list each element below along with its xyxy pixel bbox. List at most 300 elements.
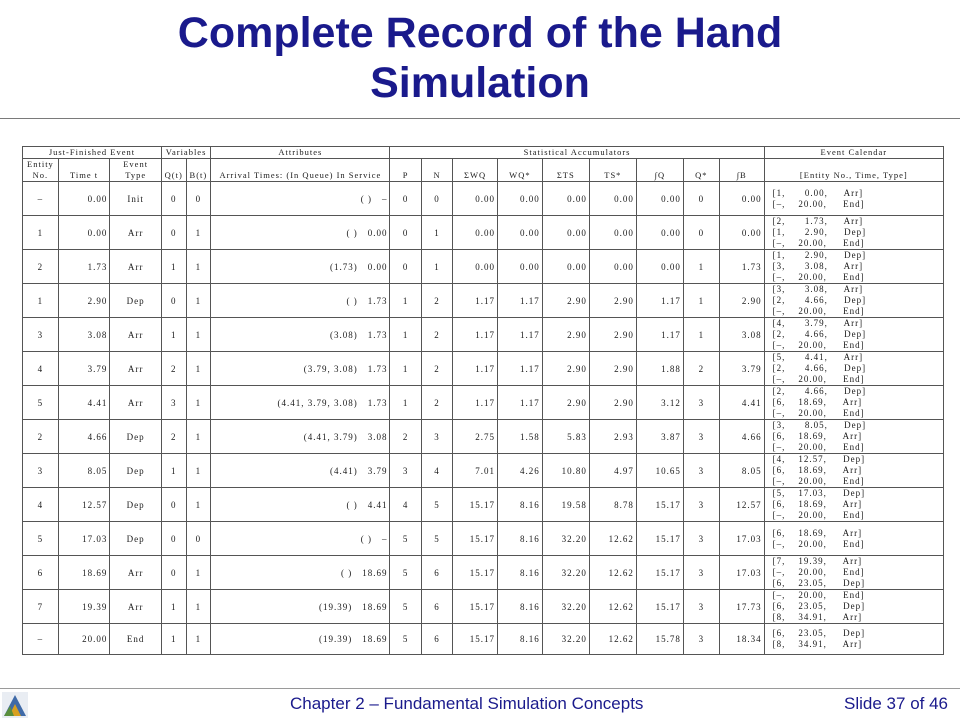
- calendar-entry: [1, 2.90, Dep]: [772, 227, 867, 237]
- cell-int-b: 8.05: [719, 454, 764, 488]
- cell-n: 3: [421, 420, 452, 454]
- cell-event-calendar: [764, 352, 943, 386]
- cell-int-b: 0.00: [719, 182, 764, 216]
- cell-entity: 3: [23, 454, 59, 488]
- cell-in-service: 18.69: [362, 634, 388, 644]
- col-type: Event Type: [110, 159, 162, 182]
- calendar-entry: [6, 18.69, Arr]: [772, 397, 863, 407]
- cell-q-max: 0: [683, 216, 719, 250]
- cell-int-q: 0.00: [636, 182, 683, 216]
- cell-q-max: 1: [683, 318, 719, 352]
- calendar-entry: [8, 34.91, Arr]: [772, 612, 863, 622]
- cell-entity: 2: [23, 420, 59, 454]
- calendar-entry: [4, 12.57, Dep]: [772, 454, 866, 464]
- table-row: [23, 488, 944, 522]
- cell-int-b: 3.08: [719, 318, 764, 352]
- cell-b: 1: [186, 352, 211, 386]
- table-row: [23, 386, 944, 420]
- cell-sum-ts: 10.80: [542, 454, 589, 488]
- slide-title-line-2: Simulation: [370, 59, 590, 107]
- cell-sum-wq: 0.00: [453, 182, 498, 216]
- cell-wq-max: 8.16: [497, 590, 542, 624]
- cell-b: 1: [186, 624, 211, 655]
- cell-ts-max: 2.90: [589, 386, 636, 420]
- table-row: [23, 454, 944, 488]
- cell-q-max: 3: [683, 420, 719, 454]
- group-header-event: Just-Finished Event: [23, 147, 162, 159]
- cell-int-b: 18.34: [719, 624, 764, 655]
- calendar-entry: [1, 0.00, Arr]: [772, 187, 864, 198]
- col-q: Q(t): [161, 159, 186, 182]
- cell-q: 0: [161, 284, 186, 318]
- cell-time: 19.39: [58, 590, 110, 624]
- cell-ts-max: 4.97: [589, 454, 636, 488]
- cell-wq-max: 0.00: [497, 182, 542, 216]
- cell-in-service: 1.73: [367, 329, 388, 340]
- cell-int-q: 15.17: [636, 488, 683, 522]
- cell-q: 3: [161, 386, 186, 420]
- cell-arrival-times: [211, 250, 390, 284]
- cell-q-max: 3: [683, 386, 719, 420]
- group-header-accumulators: Statistical Accumulators: [390, 147, 764, 159]
- cell-p: 0: [390, 182, 421, 216]
- table-body: [23, 182, 944, 655]
- cell-event-type: Dep: [110, 420, 162, 454]
- calendar-entry: [–, 20.00, End]: [772, 567, 865, 577]
- table-row: [23, 420, 944, 454]
- cell-arrival-times: [211, 454, 390, 488]
- cell-sum-ts: 2.90: [542, 284, 589, 318]
- cell-p: 1: [390, 386, 421, 420]
- cell-n: 1: [421, 250, 452, 284]
- cell-p: 2: [390, 420, 421, 454]
- footer-page-number: Slide 37 of 46: [844, 694, 948, 713]
- cell-n: 1: [421, 216, 452, 250]
- cell-event-type: Arr: [110, 590, 162, 624]
- cell-arrival-times: [211, 488, 390, 522]
- cell-wq-max: 1.58: [497, 420, 542, 454]
- cell-event-calendar: [764, 216, 943, 250]
- cell-sum-wq: 15.17: [453, 522, 498, 556]
- cell-ts-max: 0.00: [589, 250, 636, 284]
- cell-q-max: 1: [683, 250, 719, 284]
- cell-sum-ts: 5.83: [542, 420, 589, 454]
- cell-b: 1: [186, 488, 211, 522]
- cell-n: 6: [421, 590, 452, 624]
- cell-arrival-times: [211, 556, 390, 590]
- cell-time: 1.73: [58, 250, 110, 284]
- col-event-calendar: [Entity No., Time, Type]: [764, 159, 943, 182]
- cell-entity: 1: [23, 284, 59, 318]
- cell-q: 2: [161, 352, 186, 386]
- cell-int-q: 3.12: [636, 386, 683, 420]
- cell-time: 3.79: [58, 352, 110, 386]
- cell-p: 1: [390, 352, 421, 386]
- cell-int-q: 3.87: [636, 420, 683, 454]
- cell-q: 1: [161, 318, 186, 352]
- cell-arrival-times: [211, 624, 390, 655]
- cell-q-max: 3: [683, 488, 719, 522]
- cell-int-q: 0.00: [636, 216, 683, 250]
- cell-in-service: 1.73: [367, 363, 388, 374]
- cell-b: 1: [186, 284, 211, 318]
- calendar-entry: [–, 20.00, End]: [772, 538, 865, 549]
- cell-int-b: 17.03: [719, 556, 764, 590]
- cell-p: 3: [390, 454, 421, 488]
- cell-sum-ts: 2.90: [542, 352, 589, 386]
- cell-time: 2.90: [58, 284, 110, 318]
- cell-arrival-times: [211, 590, 390, 624]
- cell-event-calendar: [764, 590, 943, 624]
- cell-sum-wq: 0.00: [453, 216, 498, 250]
- cell-b: 0: [186, 182, 211, 216]
- cell-event-calendar: [764, 522, 943, 556]
- calendar-entry: [3, 3.08, Arr]: [772, 284, 864, 294]
- cell-p: 1: [390, 318, 421, 352]
- calendar-entry: [–, 20.00, End]: [772, 510, 865, 520]
- cell-sum-wq: 15.17: [453, 556, 498, 590]
- cell-q: 0: [161, 216, 186, 250]
- cell-wq-max: 1.17: [497, 352, 542, 386]
- cell-n: 6: [421, 624, 452, 655]
- cell-n: 2: [421, 352, 452, 386]
- col-arrival-times: Arrival Times: (In Queue) In Service: [211, 159, 390, 182]
- col-q-max: Q*: [683, 159, 719, 182]
- cell-in-queue: ( ): [340, 567, 353, 578]
- cell-q: 1: [161, 624, 186, 655]
- cell-event-calendar: [764, 488, 943, 522]
- cell-event-type: End: [110, 624, 162, 655]
- cell-ts-max: 2.90: [589, 284, 636, 318]
- cell-event-calendar: [764, 386, 943, 420]
- cell-int-b: 17.03: [719, 522, 764, 556]
- cell-in-queue: ( ): [346, 499, 358, 510]
- cell-int-b: 1.73: [719, 250, 764, 284]
- cell-time: 3.08: [58, 318, 110, 352]
- cell-sum-wq: 15.17: [453, 488, 498, 522]
- cell-sum-ts: 0.00: [542, 182, 589, 216]
- cell-p: 5: [390, 556, 421, 590]
- cell-in-queue: (1.73): [329, 261, 358, 272]
- calendar-entry: [7, 19.39, Arr]: [772, 556, 863, 566]
- cell-ts-max: 2.90: [589, 352, 636, 386]
- cell-arrival-times: [211, 182, 390, 216]
- cell-p: 4: [390, 488, 421, 522]
- table-row: [23, 556, 944, 590]
- hand-simulation-record: [22, 146, 944, 655]
- col-sum-wq: ΣWQ: [453, 159, 498, 182]
- cell-int-q: 1.17: [636, 318, 683, 352]
- cell-b: 1: [186, 454, 211, 488]
- cell-event-type: Arr: [110, 556, 162, 590]
- cell-int-b: 2.90: [719, 284, 764, 318]
- cell-ts-max: 2.93: [589, 420, 636, 454]
- cell-q: 1: [161, 590, 186, 624]
- cell-entity: –: [23, 624, 59, 655]
- cell-event-calendar: [764, 284, 943, 318]
- calendar-entry: [4, 3.79, Arr]: [772, 318, 864, 328]
- cell-event-type: Arr: [110, 318, 162, 352]
- calendar-entry: [2, 1.73, Arr]: [772, 216, 864, 226]
- simulation-table: [22, 146, 944, 655]
- cell-wq-max: 4.26: [497, 454, 542, 488]
- cell-b: 1: [186, 556, 211, 590]
- cell-in-queue: (4.41): [329, 465, 358, 476]
- cell-q-max: 3: [683, 624, 719, 655]
- cell-event-calendar: [764, 420, 943, 454]
- cell-in-service: –: [381, 193, 388, 204]
- cell-q-max: 3: [683, 454, 719, 488]
- col-wq-max: WQ*: [497, 159, 542, 182]
- cell-n: 2: [421, 386, 452, 420]
- cell-event-calendar: [764, 624, 943, 655]
- table-row: [23, 250, 944, 284]
- cell-q: 0: [161, 556, 186, 590]
- cell-time: 4.41: [58, 386, 110, 420]
- cell-time: 8.05: [58, 454, 110, 488]
- cell-sum-ts: 2.90: [542, 318, 589, 352]
- cell-time: 17.03: [58, 522, 110, 556]
- cell-sum-wq: 2.75: [453, 420, 498, 454]
- cell-q-max: 3: [683, 590, 719, 624]
- cell-n: 6: [421, 556, 452, 590]
- cell-in-service: 0.00: [367, 227, 388, 238]
- group-header-calendar: Event Calendar: [764, 147, 943, 159]
- cell-sum-ts: 32.20: [542, 556, 589, 590]
- cell-wq-max: 1.17: [497, 284, 542, 318]
- cell-p: 5: [390, 522, 421, 556]
- cell-entity: 4: [23, 352, 59, 386]
- footer-divider: [0, 688, 960, 689]
- cell-q-max: 3: [683, 556, 719, 590]
- cell-time: 0.00: [58, 216, 110, 250]
- cell-entity: –: [23, 182, 59, 216]
- cell-p: 5: [390, 624, 421, 655]
- cell-p: 0: [390, 250, 421, 284]
- cell-entity: 6: [23, 556, 59, 590]
- cell-entity: 1: [23, 216, 59, 250]
- cell-n: 0: [421, 182, 452, 216]
- cell-ts-max: 0.00: [589, 216, 636, 250]
- calendar-entry: [6, 23.05, Dep]: [772, 578, 866, 588]
- cell-in-queue: (4.41, 3.79, 3.08): [277, 397, 358, 408]
- calendar-entry: [6, 18.69, Arr]: [772, 431, 863, 441]
- col-int-q: ∫Q: [636, 159, 683, 182]
- cell-event-calendar: [764, 318, 943, 352]
- cell-event-type: Dep: [110, 284, 162, 318]
- cell-sum-ts: 0.00: [542, 216, 589, 250]
- cell-in-queue: (19.39): [318, 634, 353, 644]
- cell-arrival-times: [211, 522, 390, 556]
- cell-sum-wq: 1.17: [453, 318, 498, 352]
- cell-sum-wq: 0.00: [453, 250, 498, 284]
- cell-time: 4.66: [58, 420, 110, 454]
- cell-wq-max: 8.16: [497, 624, 542, 655]
- cell-in-service: 1.73: [367, 295, 388, 306]
- cell-time: 18.69: [58, 556, 110, 590]
- calendar-entry: [5, 17.03, Dep]: [772, 488, 866, 498]
- col-p: P: [390, 159, 421, 182]
- table-row: [23, 590, 944, 624]
- cell-ts-max: 2.90: [589, 318, 636, 352]
- cell-n: 5: [421, 522, 452, 556]
- cell-time: 20.00: [58, 624, 110, 655]
- calendar-entry: [–, 20.00, End]: [772, 408, 865, 418]
- col-ts-max: TS*: [589, 159, 636, 182]
- calendar-entry: [6, 18.69, Arr]: [772, 499, 863, 509]
- calendar-entry: [2, 4.66, Dep]: [772, 329, 867, 339]
- cell-entity: 2: [23, 250, 59, 284]
- cell-in-queue: (3.79, 3.08): [303, 363, 358, 374]
- cell-ts-max: 12.62: [589, 624, 636, 655]
- cell-b: 1: [186, 250, 211, 284]
- calendar-entry: [2, 4.66, Dep]: [772, 295, 867, 305]
- cell-event-type: Arr: [110, 352, 162, 386]
- cell-p: 1: [390, 284, 421, 318]
- cell-sum-wq: 1.17: [453, 352, 498, 386]
- col-time: Time t: [58, 159, 110, 182]
- cell-int-q: 15.17: [636, 522, 683, 556]
- footer-chapter: Chapter 2 – Fundamental Simulation Concepts: [290, 694, 644, 713]
- cell-int-b: 17.73: [719, 590, 764, 624]
- col-entity: Entity No.: [23, 159, 59, 182]
- cell-q-max: 0: [683, 182, 719, 216]
- cell-int-b: 4.41: [719, 386, 764, 420]
- calendar-entry: [–, 20.00, End]: [772, 476, 865, 486]
- cell-int-q: 10.65: [636, 454, 683, 488]
- cell-int-b: 12.57: [719, 488, 764, 522]
- cell-event-type: Dep: [110, 454, 162, 488]
- cell-ts-max: 12.62: [589, 590, 636, 624]
- calendar-entry: [6, 18.69, Arr]: [772, 465, 863, 475]
- cell-event-type: Arr: [110, 386, 162, 420]
- cell-event-calendar: [764, 250, 943, 284]
- slide-title-line-1: Complete Record of the Hand: [177, 9, 783, 57]
- cell-q-max: 2: [683, 352, 719, 386]
- title-divider: [0, 118, 960, 119]
- slide-title: [0, 8, 960, 108]
- cell-wq-max: 1.17: [497, 386, 542, 420]
- table-row: [23, 522, 944, 556]
- cell-int-q: 15.17: [636, 556, 683, 590]
- calendar-entry: [1, 2.90, Dep]: [772, 250, 867, 260]
- cell-b: 1: [186, 386, 211, 420]
- cell-p: 0: [390, 216, 421, 250]
- cell-arrival-times: [211, 386, 390, 420]
- cell-q: 0: [161, 182, 186, 216]
- calendar-entry: [6, 23.05, Dep]: [772, 601, 866, 611]
- cell-sum-wq: 1.17: [453, 386, 498, 420]
- calendar-entry: [8, 34.91, Arr]: [772, 639, 863, 649]
- cell-ts-max: 12.62: [589, 522, 636, 556]
- col-b: B(t): [186, 159, 211, 182]
- group-header-variables: Variables: [161, 147, 210, 159]
- cell-time: 0.00: [58, 182, 110, 216]
- cell-ts-max: 12.62: [589, 556, 636, 590]
- cell-arrival-times: [211, 216, 390, 250]
- cell-in-queue: (19.39): [318, 601, 353, 612]
- calendar-entry: [–, 20.00, End]: [772, 590, 865, 600]
- cell-entity: 4: [23, 488, 59, 522]
- cell-in-queue: ( ): [360, 533, 372, 544]
- cell-q-max: 1: [683, 284, 719, 318]
- cell-int-b: 3.79: [719, 352, 764, 386]
- cell-sum-wq: 7.01: [453, 454, 498, 488]
- calendar-entry: [–, 20.00, End]: [772, 238, 865, 248]
- cell-sum-ts: 0.00: [542, 250, 589, 284]
- cell-sum-ts: 32.20: [542, 624, 589, 655]
- cell-sum-ts: 32.20: [542, 522, 589, 556]
- cell-n: 2: [421, 284, 452, 318]
- cell-arrival-times: [211, 352, 390, 386]
- cell-q: 1: [161, 250, 186, 284]
- cell-in-service: –: [381, 533, 388, 544]
- cell-b: 0: [186, 522, 211, 556]
- cell-ts-max: 0.00: [589, 182, 636, 216]
- calendar-entry: [–, 20.00, End]: [772, 442, 865, 452]
- cell-p: 5: [390, 590, 421, 624]
- cell-q: 0: [161, 488, 186, 522]
- cell-in-service: 3.08: [367, 431, 388, 442]
- cell-event-type: Arr: [110, 250, 162, 284]
- table-row: [23, 352, 944, 386]
- calendar-entry: [3, 3.08, Arr]: [772, 261, 864, 271]
- cell-entity: 5: [23, 386, 59, 420]
- cell-int-q: 1.17: [636, 284, 683, 318]
- cell-sum-ts: 32.20: [542, 590, 589, 624]
- cell-int-b: 0.00: [719, 216, 764, 250]
- cell-q: 0: [161, 522, 186, 556]
- cell-entity: 7: [23, 590, 59, 624]
- cell-in-service: 0.00: [367, 261, 388, 272]
- cell-wq-max: 8.16: [497, 556, 542, 590]
- cell-event-type: Dep: [110, 488, 162, 522]
- cell-int-q: 1.88: [636, 352, 683, 386]
- cell-in-service: 1.73: [367, 397, 388, 408]
- cell-event-type: Init: [110, 182, 162, 216]
- wiley-logo-icon: [2, 692, 28, 718]
- group-header-attributes: Attributes: [211, 147, 390, 159]
- cell-q: 2: [161, 420, 186, 454]
- cell-in-queue: (3.08): [329, 329, 358, 340]
- calendar-entry: [–, 20.00, End]: [772, 306, 865, 316]
- cell-in-queue: (4.41, 3.79): [303, 431, 358, 442]
- cell-in-service: 18.69: [362, 601, 388, 612]
- cell-in-service: 18.69: [362, 567, 388, 578]
- cell-q: 1: [161, 454, 186, 488]
- cell-wq-max: 0.00: [497, 250, 542, 284]
- cell-in-queue: ( ): [346, 295, 358, 306]
- cell-sum-ts: 2.90: [542, 386, 589, 420]
- cell-wq-max: 0.00: [497, 216, 542, 250]
- cell-n: 2: [421, 318, 452, 352]
- cell-sum-wq: 15.17: [453, 590, 498, 624]
- cell-in-service: 4.41: [367, 499, 388, 510]
- col-int-b: ∫B: [719, 159, 764, 182]
- cell-sum-ts: 19.58: [542, 488, 589, 522]
- cell-event-calendar: [764, 454, 943, 488]
- cell-arrival-times: [211, 318, 390, 352]
- calendar-entry: [6, 18.69, Arr]: [772, 527, 863, 538]
- calendar-entry: [–, 20.00, End]: [772, 340, 865, 350]
- cell-b: 1: [186, 420, 211, 454]
- col-n: N: [421, 159, 452, 182]
- cell-arrival-times: [211, 284, 390, 318]
- cell-int-q: 0.00: [636, 250, 683, 284]
- cell-event-calendar: [764, 182, 943, 216]
- cell-wq-max: 8.16: [497, 488, 542, 522]
- cell-int-q: 15.78: [636, 624, 683, 655]
